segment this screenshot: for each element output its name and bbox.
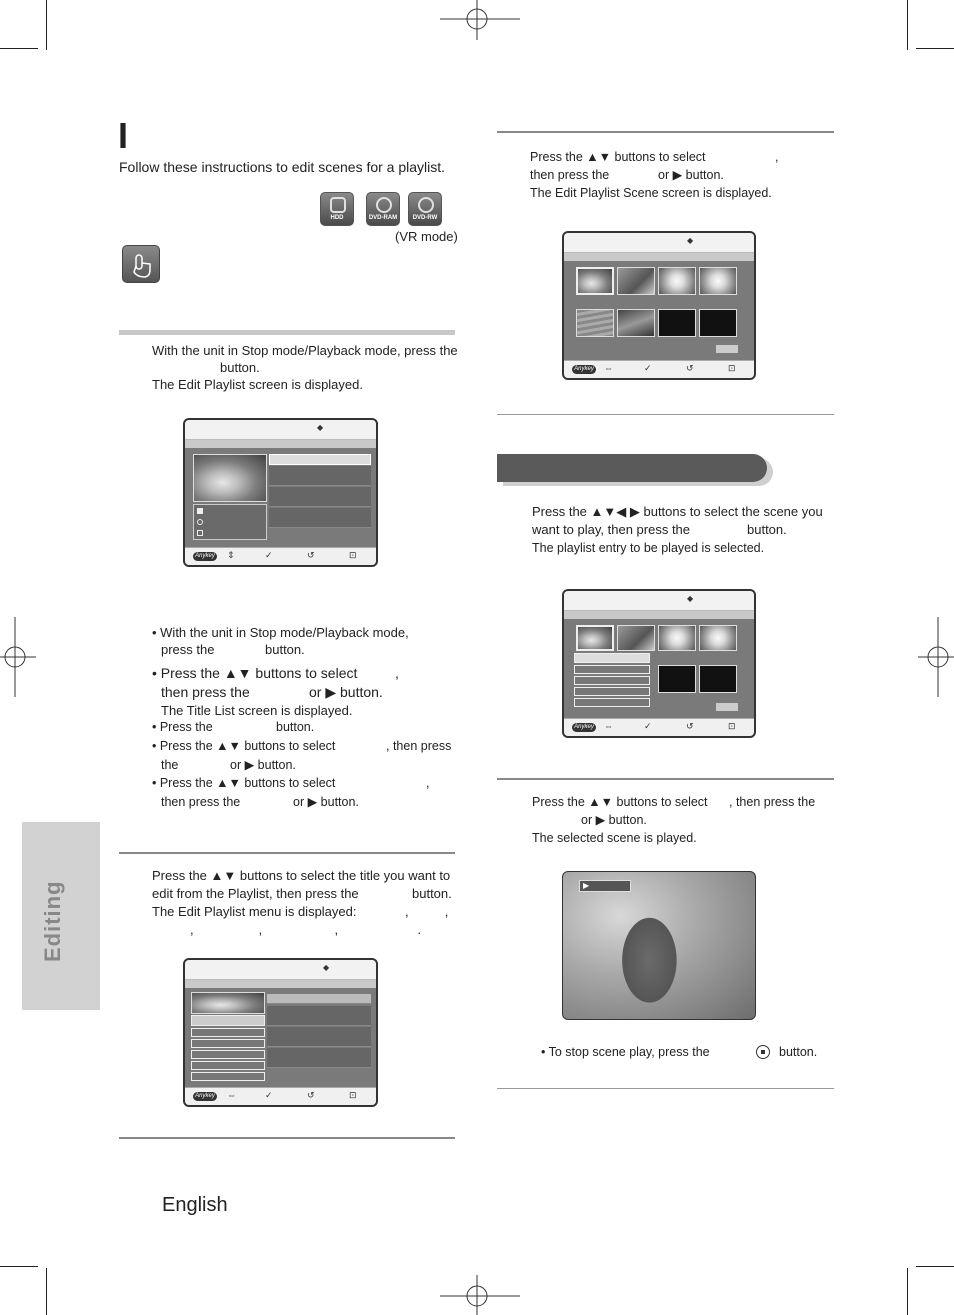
updown-icon: ◆	[687, 236, 694, 245]
scene-thumbnail[interactable]	[617, 309, 655, 337]
list-row[interactable]	[269, 487, 371, 507]
scene-thumbnail[interactable]	[699, 267, 737, 295]
registration-mark	[918, 617, 954, 697]
note4b: , then press	[386, 739, 452, 753]
step5-line3: The selected scene is played.	[532, 831, 697, 845]
menu-item[interactable]	[191, 1039, 265, 1048]
note2d: The Title List screen is displayed.	[161, 703, 353, 718]
anykey-icon: Anykey	[193, 552, 217, 561]
note5b: then press the	[161, 795, 241, 809]
section-divider	[119, 330, 455, 335]
crop-mark	[46, 0, 47, 50]
note4d: or ▶ button.	[230, 758, 296, 772]
note5comma: ,	[426, 776, 430, 790]
remote-hand-icon	[122, 245, 160, 283]
scene-thumbnail[interactable]	[576, 625, 614, 651]
anykey-icon: Anykey	[193, 1092, 217, 1101]
list-row[interactable]	[269, 466, 371, 486]
step3-line2b: or ▶ button.	[658, 168, 724, 182]
section-divider	[497, 131, 834, 133]
step2-line2b: button.	[412, 886, 452, 901]
page-title: I	[118, 115, 129, 156]
crop-mark	[46, 1268, 47, 1315]
scene-thumbnail[interactable]	[617, 267, 655, 295]
note5c: or ▶ button.	[293, 795, 359, 809]
step4-line1: Press the ▲▼◀ ▶ buttons to select the scene you	[532, 504, 823, 519]
intro-text: Follow these instructions to edit scenes for a playlist.	[119, 159, 446, 175]
note4a: • Press the ▲▼ buttons to select	[152, 739, 336, 753]
scene-thumbnail[interactable]	[576, 309, 614, 337]
list-row[interactable]	[267, 1027, 371, 1047]
stop-button-icon	[756, 1045, 770, 1059]
thumbnail	[193, 454, 267, 502]
scene-thumbnail[interactable]	[576, 267, 614, 295]
scene-select-screen: ◆ Anykey ⇔ ✓ ↺ ⊡	[562, 589, 756, 738]
anykey-icon: Anykey	[572, 365, 596, 374]
vr-mode-label: (VR mode)	[395, 229, 458, 244]
side-tab	[22, 822, 100, 1010]
registration-mark	[440, 1275, 520, 1315]
step5-line2: or ▶ button.	[581, 813, 647, 827]
menu-item[interactable]	[191, 1050, 265, 1059]
step1-line3: The Edit Playlist screen is displayed.	[152, 377, 363, 392]
info-box	[193, 504, 267, 540]
scene-thumbnail[interactable]	[699, 665, 737, 693]
page-indicator	[716, 703, 738, 711]
menu-item[interactable]	[574, 676, 650, 685]
note1a: • With the unit in Stop mode/Playback mode,	[152, 625, 409, 640]
crop-mark	[0, 1266, 38, 1267]
menu-item[interactable]	[191, 1015, 265, 1026]
thumbnail	[191, 992, 265, 1014]
step1-line1: With the unit in Stop mode/Playback mode, press the	[152, 343, 458, 358]
step2-line3-commas: , ,	[405, 904, 449, 919]
section-divider	[497, 414, 834, 415]
edit-playlist-screen: ◆ Anykey ⇕ ✓ ↺ ⊡	[183, 418, 378, 567]
step4-line3: The playlist entry to be played is selected.	[532, 541, 765, 555]
stop-note-b: button.	[779, 1045, 818, 1059]
step2-line3: The Edit Playlist menu is displayed:	[152, 904, 357, 919]
step5-line1a: Press the ▲▼ buttons to select	[532, 795, 708, 809]
section-divider	[497, 1088, 834, 1089]
section-heading-bar	[497, 454, 767, 482]
note1b: press the	[161, 642, 215, 657]
play-indicator	[579, 880, 631, 892]
scene-thumbnail[interactable]	[658, 665, 696, 693]
step3-line1a: Press the ▲▼ buttons to select	[530, 150, 706, 164]
list-row[interactable]	[267, 1006, 371, 1026]
crop-mark	[907, 1268, 908, 1315]
side-tab-label: Editing	[40, 880, 65, 962]
note5a: • Press the ▲▼ buttons to select	[152, 776, 336, 790]
crop-mark	[916, 48, 954, 49]
menu-item[interactable]	[574, 653, 650, 663]
step2-line1: Press the ▲▼ buttons to select the title you want to	[152, 868, 451, 883]
list-row[interactable]	[269, 508, 371, 528]
dvd-rw-icon: DVD-RW	[408, 192, 442, 226]
note3b: button.	[276, 720, 315, 734]
hdd-icon: HDD	[320, 192, 354, 226]
scene-thumbnail[interactable]	[658, 267, 696, 295]
menu-item[interactable]	[191, 1061, 265, 1070]
scene-thumbnail[interactable]	[617, 625, 655, 651]
scene-thumbnail[interactable]	[658, 625, 696, 651]
menu-item[interactable]	[191, 1028, 265, 1037]
section-divider	[497, 778, 834, 780]
note4c: the	[161, 758, 179, 772]
step1-line2: button.	[220, 360, 260, 375]
dvd-ram-icon: DVD-RAM	[366, 192, 400, 226]
step4-line2b: button.	[747, 522, 787, 537]
stop-note-a: • To stop scene play, press the	[541, 1045, 710, 1059]
scene-thumbnail[interactable]	[699, 625, 737, 651]
section-divider	[119, 1137, 455, 1139]
note3a: • Press the	[152, 720, 213, 734]
step4-line2a: want to play, then press the	[532, 522, 691, 537]
crop-mark	[0, 48, 38, 49]
menu-item[interactable]	[191, 1072, 265, 1081]
note2b: then press the	[161, 684, 250, 700]
list-row[interactable]	[267, 1048, 371, 1068]
edit-playlist-scene-screen: ◆ Anykey ⇔ ✓ ↺ ⊡	[562, 231, 756, 380]
step3-line3: The Edit Playlist Scene screen is displayed.	[530, 186, 772, 200]
footer-language: English	[162, 1194, 228, 1216]
menu-item[interactable]	[574, 665, 650, 674]
note1c: button.	[265, 642, 305, 657]
playback-screen	[562, 871, 756, 1020]
registration-mark	[0, 617, 36, 697]
step3-line2a: then press the	[530, 168, 610, 182]
step5-line1b: , then press the	[729, 795, 816, 809]
crop-mark	[907, 0, 908, 50]
list-row[interactable]	[267, 994, 371, 1004]
registration-mark	[440, 0, 520, 40]
step2-line2a: edit from the Playlist, then press the	[152, 886, 359, 901]
updown-icon: ◆	[323, 963, 330, 972]
note2c: or ▶ button.	[309, 684, 383, 700]
note2a: • Press the ▲▼ buttons to select	[152, 665, 358, 681]
step2-line4: , , , .	[190, 922, 422, 937]
updown-icon: ◆	[687, 594, 694, 603]
step3-line1comma: ,	[775, 150, 779, 164]
page-indicator	[716, 345, 738, 353]
scene-thumbnail[interactable]	[658, 309, 696, 337]
scene-thumbnail[interactable]	[699, 309, 737, 337]
anykey-icon: Anykey	[572, 723, 596, 732]
edit-playlist-menu-screen: ◆ Anykey ⇔ ✓ ↺ ⊡	[183, 958, 378, 1107]
play-icon: ▶	[583, 881, 590, 890]
list-row[interactable]	[269, 454, 371, 465]
menu-item[interactable]	[574, 687, 650, 696]
menu-item[interactable]	[574, 698, 650, 707]
note2comma: ,	[395, 665, 399, 681]
updown-icon: ◆	[317, 423, 324, 432]
crop-mark	[916, 1266, 954, 1267]
section-divider	[119, 852, 455, 854]
